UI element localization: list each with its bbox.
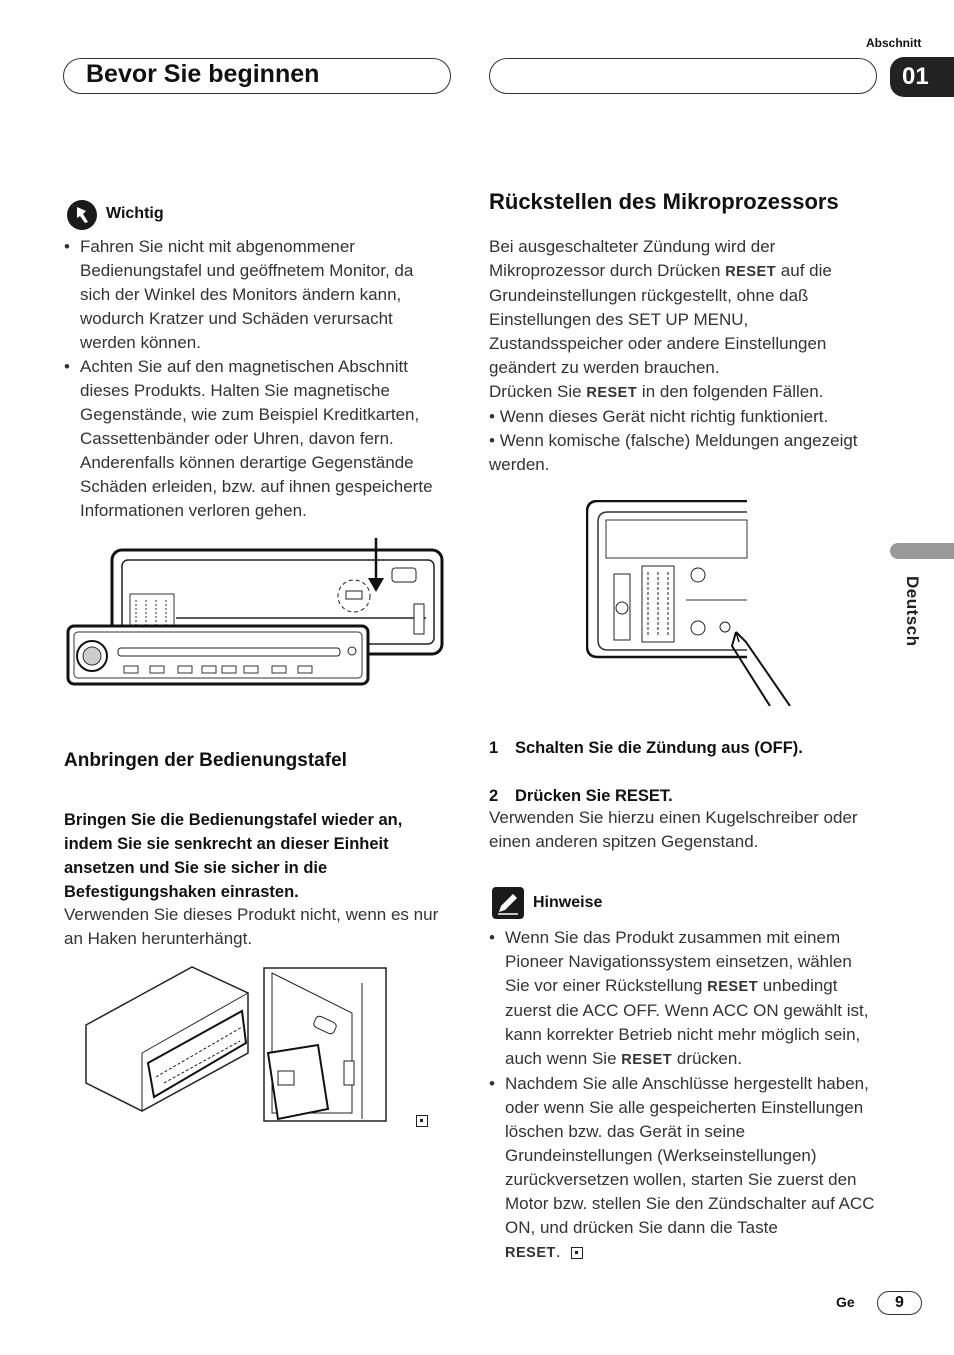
reset-key-label: RESET [725, 264, 777, 280]
important-list [64, 235, 448, 523]
end-mark-icon [571, 1247, 583, 1259]
attach-panel-illustration [82, 963, 432, 1133]
step-number: 1 [489, 739, 499, 757]
reset-key-label: RESET [707, 979, 759, 995]
step-2-note: Verwenden Sie hierzu einen Kugelschreiber oder einen anderen spitzen Gegenstand. [489, 808, 858, 851]
attach-heading: Anbringen der Bedienungstafel [64, 750, 347, 771]
notes-title: Hinweise [533, 894, 603, 911]
list-item: • Achten Sie auf den magnetischen Abschnitt dieses Produkts. Halten Sie magnetische Gegenstände, wie zum Beispiel Kreditkarten, Cassettenbänder oder Uhren, davon fern. Anderenfalls können derartige Gegenstände Schäden erleiden, bzw. auf ihnen gespeicherte Informationen verloren gehen. [64, 355, 448, 523]
list-item: • Fahren Sie nicht mit abgenommener Bedienungstafel und geöffnetem Monitor, da sich der Winkel des Monitors ändern kann, wodurch Kratzer und Schäden verursacht werden können. [64, 235, 448, 355]
reset-key-label: RESET [586, 385, 638, 401]
press-post: in den folgenden Fällen. [641, 382, 824, 401]
reset-case-text: Wenn komische (falsche) Meldungen angezeigt werden. [489, 431, 858, 474]
reset-case: • Wenn komische (falsche) Meldungen angezeigt werden. [489, 431, 858, 474]
important-title: Wichtig [106, 205, 164, 222]
notes-icon [491, 886, 525, 920]
section-label: Abschnitt [866, 36, 922, 50]
note-text: Nachdem Sie alle Anschlüsse hergestellt haben, oder wenn Sie alle gespeicherten Einstellungen löschen bzw. das Gerät in seine Grundeinstellungen (Werkseinstellungen) zurückversetzen wollen, starten Sie zuerst den Motor bzw. stellen Sie den Zündschalter auf ACC ON, und drücken Sie dann die Taste [505, 1074, 875, 1237]
list-item [489, 926, 877, 1072]
reset-intro-pre: Bei ausgeschalteter Zündung wird der Mikroprozessor durch Drücken [489, 237, 776, 280]
reset-button-illustration [586, 500, 791, 706]
language-tab [890, 543, 954, 559]
attach-note: Verwenden Sie dieses Produkt nicht, wenn es nur an Haken herunterhängt. [64, 905, 439, 948]
section-number-badge: 01 [890, 57, 954, 97]
note-text: drücken. [676, 1049, 743, 1068]
reset-case: • Wenn dieses Gerät nicht richtig funktioniert. [489, 407, 829, 426]
end-mark-icon [416, 1115, 428, 1127]
page-title: Bevor Sie beginnen [86, 60, 320, 88]
step-2 [489, 784, 875, 808]
reset-heading: Rückstellen des Mikroprozessors [489, 189, 839, 214]
important-icon [66, 199, 98, 231]
header-right-frame [489, 58, 877, 94]
attach-instruction: Bringen Sie die Bedienungstafel wieder an, indem Sie sie senkrecht an dieser Einheit ansetzen und Sie sie sicher in die Befestigungshaken einrasten. [64, 811, 403, 901]
language-label: Deutsch [903, 576, 922, 647]
step-text: Schalten Sie die Zündung aus (OFF). [515, 739, 803, 757]
note-text: . [555, 1242, 561, 1261]
footer-language-code: Ge [836, 1294, 855, 1310]
head-unit-illustration [66, 538, 446, 688]
page-number: 9 [877, 1291, 922, 1315]
note-text: unbedingt zuerst die ACC OFF. Wenn ACC ON gewählt ist, kann korrekter Betrieb nicht mehr möglich sein, auch wenn Sie [505, 976, 869, 1068]
press-pre: Drücken Sie [489, 382, 582, 401]
step-1 [489, 736, 875, 760]
reset-case-text: Wenn dieses Gerät nicht richtig funktioniert. [499, 407, 829, 426]
reset-key-label: RESET [505, 1245, 556, 1261]
note-text: Wenn Sie das Produkt zusammen mit einem Pioneer Navigationssystem einsetzen, wählen Sie vor einer Rückstellung [505, 928, 852, 995]
step-number: 2 [489, 787, 499, 805]
reset-key-label: RESET [621, 1052, 673, 1068]
reset-intro [489, 235, 875, 477]
list-item [489, 1072, 877, 1265]
step-text: Drücken Sie RESET. [515, 787, 673, 805]
reset-intro-post: auf die Grundeinstellungen rückgestellt, ohne daß Einstellungen des SET UP MENU, Zustandsspeicher oder andere Einstellungen geändert zu werden brauchen. [489, 261, 832, 377]
notes-list [489, 926, 877, 1265]
